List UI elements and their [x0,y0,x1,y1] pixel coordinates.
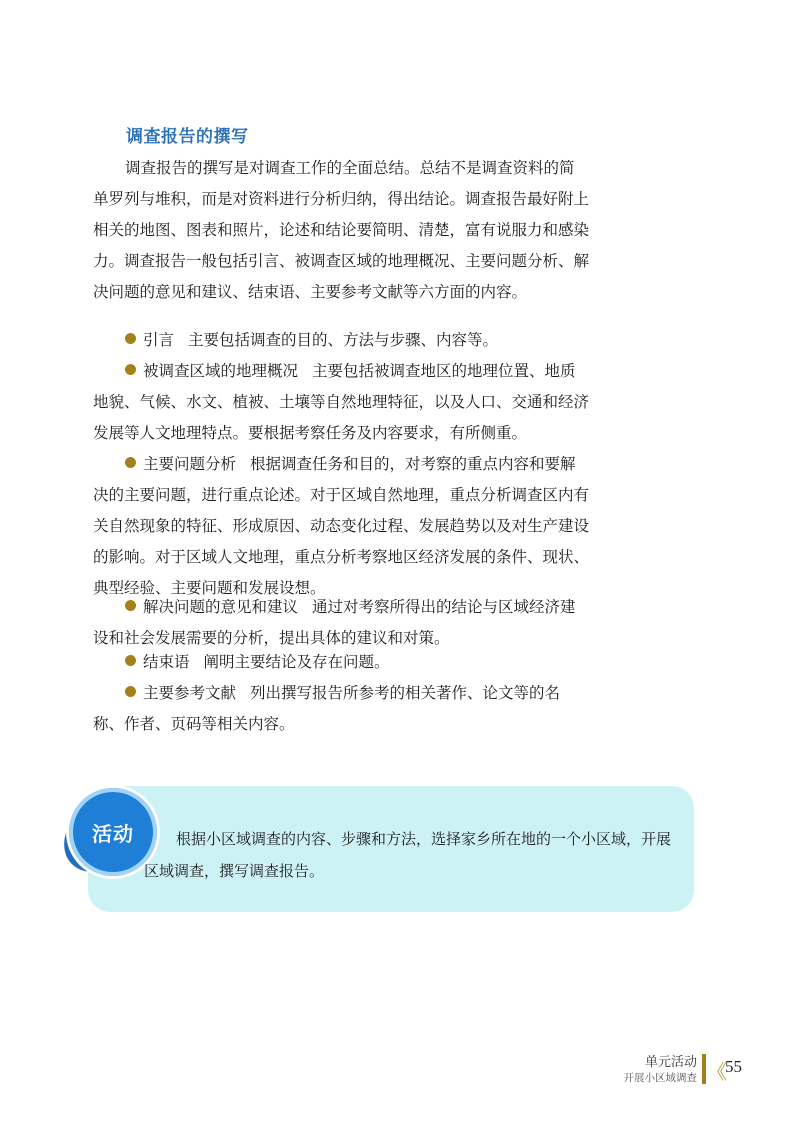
bullet-icon [125,600,136,611]
item-term: 被调查区域的地理概况 [143,362,299,380]
item-text: 阐明主要结论及存在问题。 [203,653,390,671]
list-item [93,325,589,356]
footer-divider [702,1054,706,1084]
double-chevron-icon: 《 [707,1060,727,1084]
item-term: 主要问题分析 [143,455,237,473]
activity-label: 活动 [92,821,134,846]
item-term: 引言 [143,331,175,349]
activity-text: 根据小区域调查的内容、步骤和方法，选择家乡所在地的一个小区域，开展区域调查，撰写调查报告。 [144,830,672,880]
list-item [93,678,589,740]
list-item [93,647,589,678]
item-text: 列出撰写报告所参考的相关著作、论文等的名称、作者、页码等相关内容。 [93,684,561,733]
item-text: 主要包括被调查地区的地理位置、地质地貌、气候、水文、植被、土壤等自然地理特征，以及人口、交通和经济发展等人文地理特点。要根据考察任务及内容要求，有所侧重。 [93,362,590,442]
footer-unit-title: 单元活动 [644,1055,697,1070]
item-term: 结束语 [143,653,190,671]
item-text: 根据调查任务和目的，对考察的重点内容和要解决的主要问题，进行重点论述。对于区域自然地理，重点分析调查区内有关自然现象的特征、形成原因、动态变化过程、发展趋势以及对生产建设的影响。对于区域人文地理，重点分析考察地区经济发展的条件、现状、典型经验、主要问题和发展设想。 [93,455,590,597]
footer-unit-subtitle: 开展小区域调查 [623,1072,697,1084]
list-item [93,356,589,449]
item-text: 主要包括调查的目的、方法与步骤、内容等。 [188,331,499,349]
item-term: 解决问题的意见和建议 [143,598,299,616]
list-item [93,449,589,604]
page-number: 55 [725,1057,742,1076]
bullet-icon [125,655,136,666]
item-text: 通过对考察所得出的结论与区域经济建设和社会发展需要的分析，提出具体的建议和对策。 [93,598,576,647]
bullet-icon [125,333,136,344]
bullet-icon [125,686,136,697]
list-item [93,592,589,654]
bullet-icon [125,364,136,375]
section-heading: 调查报告的撰写 [126,127,249,147]
intro-paragraph: 调查报告的撰写是对调查工作的全面总结。总结不是调查资料的简单罗列与堆积，而是对资料进行分析归纳，得出结论。调查报告最好附上相关的地图、图表和照片，论述和结论要简明、清楚，富有说服力和感染力。调查报告一般包括引言、被调查区域的地理概况、主要问题分析、解决问题的意见和建议、结束语、主要参考文献等六方面的内容。 [93,159,590,301]
bullet-icon [125,457,136,468]
item-term: 主要参考文献 [143,684,237,702]
